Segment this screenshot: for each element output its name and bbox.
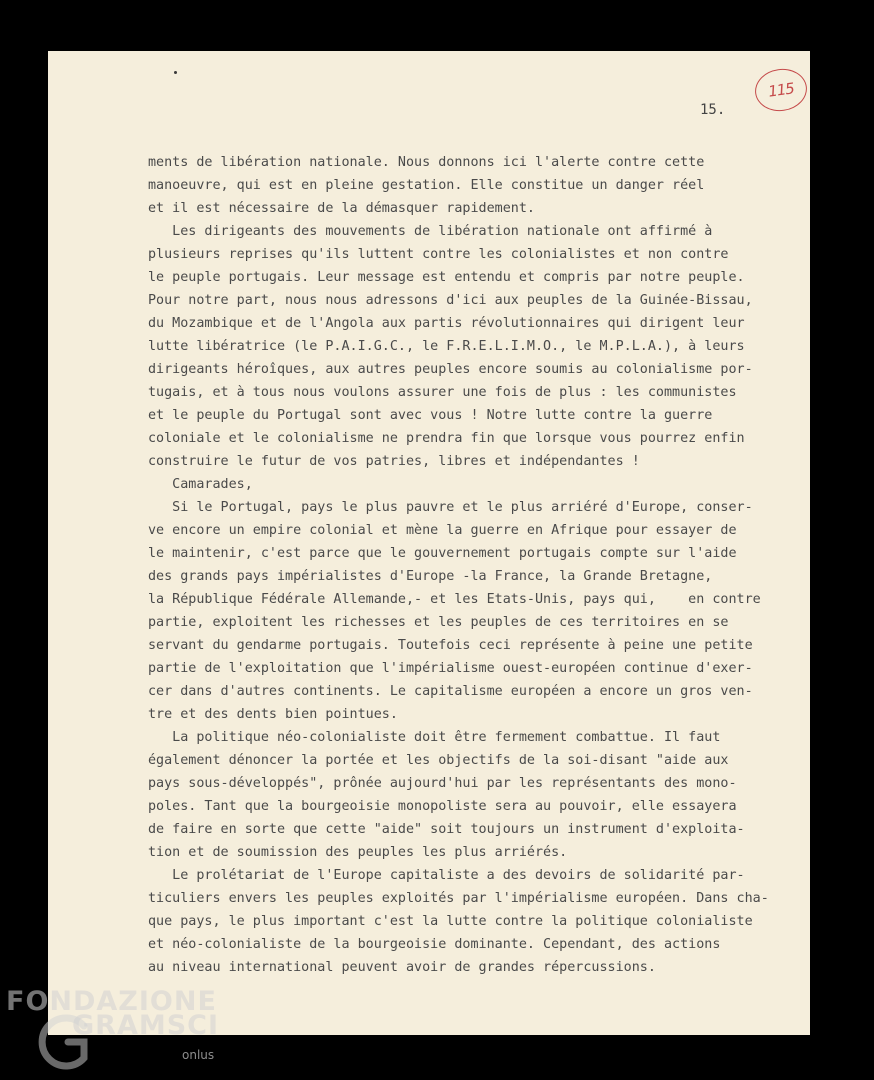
text-line: pays sous-développés", prônée aujourd'hui par les représentants des mono- <box>148 776 737 791</box>
ink-dot-mark <box>174 71 177 74</box>
text-line: la République Fédérale Allemande,- et les Etats-Unis, pays qui, en contre <box>148 592 761 607</box>
archive-stamp <box>752 66 809 115</box>
text-line: ticuliers envers les peuples exploités par l'impérialisme européen. Dans cha- <box>148 891 769 906</box>
text-line: La politique néo-colonialiste doit être fermement combattue. Il faut <box>148 730 721 745</box>
page-number: 15. <box>700 102 726 118</box>
watermark-line-onlus: onlus <box>182 1048 215 1062</box>
body-text <box>148 151 788 979</box>
text-line: tion et de soumission des peuples les plus arriérés. <box>148 845 568 860</box>
text-line: des grands pays impérialistes d'Europe -la France, la Grande Bretagne, <box>148 569 713 584</box>
text-line: cer dans d'autres continents. Le capitalisme européen a encore un gros ven- <box>148 684 753 699</box>
text-line: Pour notre part, nous nous adressons d'ici aux peuples de la Guinée-Bissau, <box>148 293 753 308</box>
text-line: partie, exploitent les richesses et les peuples de ces territoires en se <box>148 615 729 630</box>
text-line: Si le Portugal, pays le plus pauvre et le plus arriéré d'Europe, conser- <box>148 500 753 515</box>
watermark-line-gramsci: GRAMSCI <box>72 1010 220 1041</box>
text-line: également dénoncer la portée et les objectifs de la soi-disant "aide aux <box>148 753 729 768</box>
text-line: Le prolétariat de l'Europe capitaliste a des devoirs de solidarité par- <box>148 868 745 883</box>
text-line: coloniale et le colonialisme ne prendra fin que lorsque vous pourrez enfin <box>148 431 745 446</box>
text-line: lutte libératrice (le P.A.I.G.C., le F.R.E.L.I.M.O., le M.P.L.A.), à leurs <box>148 339 745 354</box>
text-line: et néo-colonialiste de la bourgeoisie dominante. Cependant, des actions <box>148 937 721 952</box>
text-line: manoeuvre, qui est en pleine gestation. Elle constitue un danger réel <box>148 178 705 193</box>
text-line: dirigeants héroîques, aux autres peuples encore soumis au colonialisme por- <box>148 362 753 377</box>
text-line: du Mozambique et de l'Angola aux partis révolutionnaires qui dirigent leur <box>148 316 745 331</box>
text-line: le peuple portugais. Leur message est entendu et compris par notre peuple. <box>148 270 745 285</box>
text-line: et il est nécessaire de la démasquer rapidement. <box>148 201 535 216</box>
text-line: partie de l'exploitation que l'impérialisme ouest-européen continue d'exer- <box>148 661 753 676</box>
text-line: tugais, et à tous nous voulons assurer une fois de plus : les communistes <box>148 385 737 400</box>
text-line: poles. Tant que la bourgeoisie monopoliste sera au pouvoir, elle essayera <box>148 799 737 814</box>
text-line: au niveau international peuvent avoir de grandes répercussions. <box>148 960 656 975</box>
text-line: le maintenir, c'est parce que le gouvernement portugais compte sur l'aide <box>148 546 737 561</box>
text-line: que pays, le plus important c'est la lutte contre la politique colonialiste <box>148 914 753 929</box>
text-line: ve encore un empire colonial et mène la guerre en Afrique pour essayer de <box>148 523 737 538</box>
text-line: ments de libération nationale. Nous donnons ici l'alerte contre cette <box>148 155 705 170</box>
document-page <box>48 51 810 1035</box>
text-line: de faire en sorte que cette "aide" soit toujours un instrument d'exploita- <box>148 822 745 837</box>
text-line: et le peuple du Portugal sont avec vous ! Notre lutte contre la guerre <box>148 408 713 423</box>
text-line: construire le futur de vos patries, libres et indépendantes ! <box>148 454 640 469</box>
text-line: Les dirigeants des mouvements de libération nationale ont affirmé à <box>148 224 713 239</box>
text-line: plusieurs reprises qu'ils luttent contre les colonialistes et non contre <box>148 247 729 262</box>
text-line: tre et des dents bien pointues. <box>148 707 398 722</box>
archive-stamp-number: 115 <box>767 79 795 101</box>
text-line: Camarades, <box>148 477 253 492</box>
watermark-line-fondazione: FONDAZIONE <box>6 986 217 1017</box>
text-line: servant du gendarme portugais. Toutefois ceci représente à peine une petite <box>148 638 753 653</box>
